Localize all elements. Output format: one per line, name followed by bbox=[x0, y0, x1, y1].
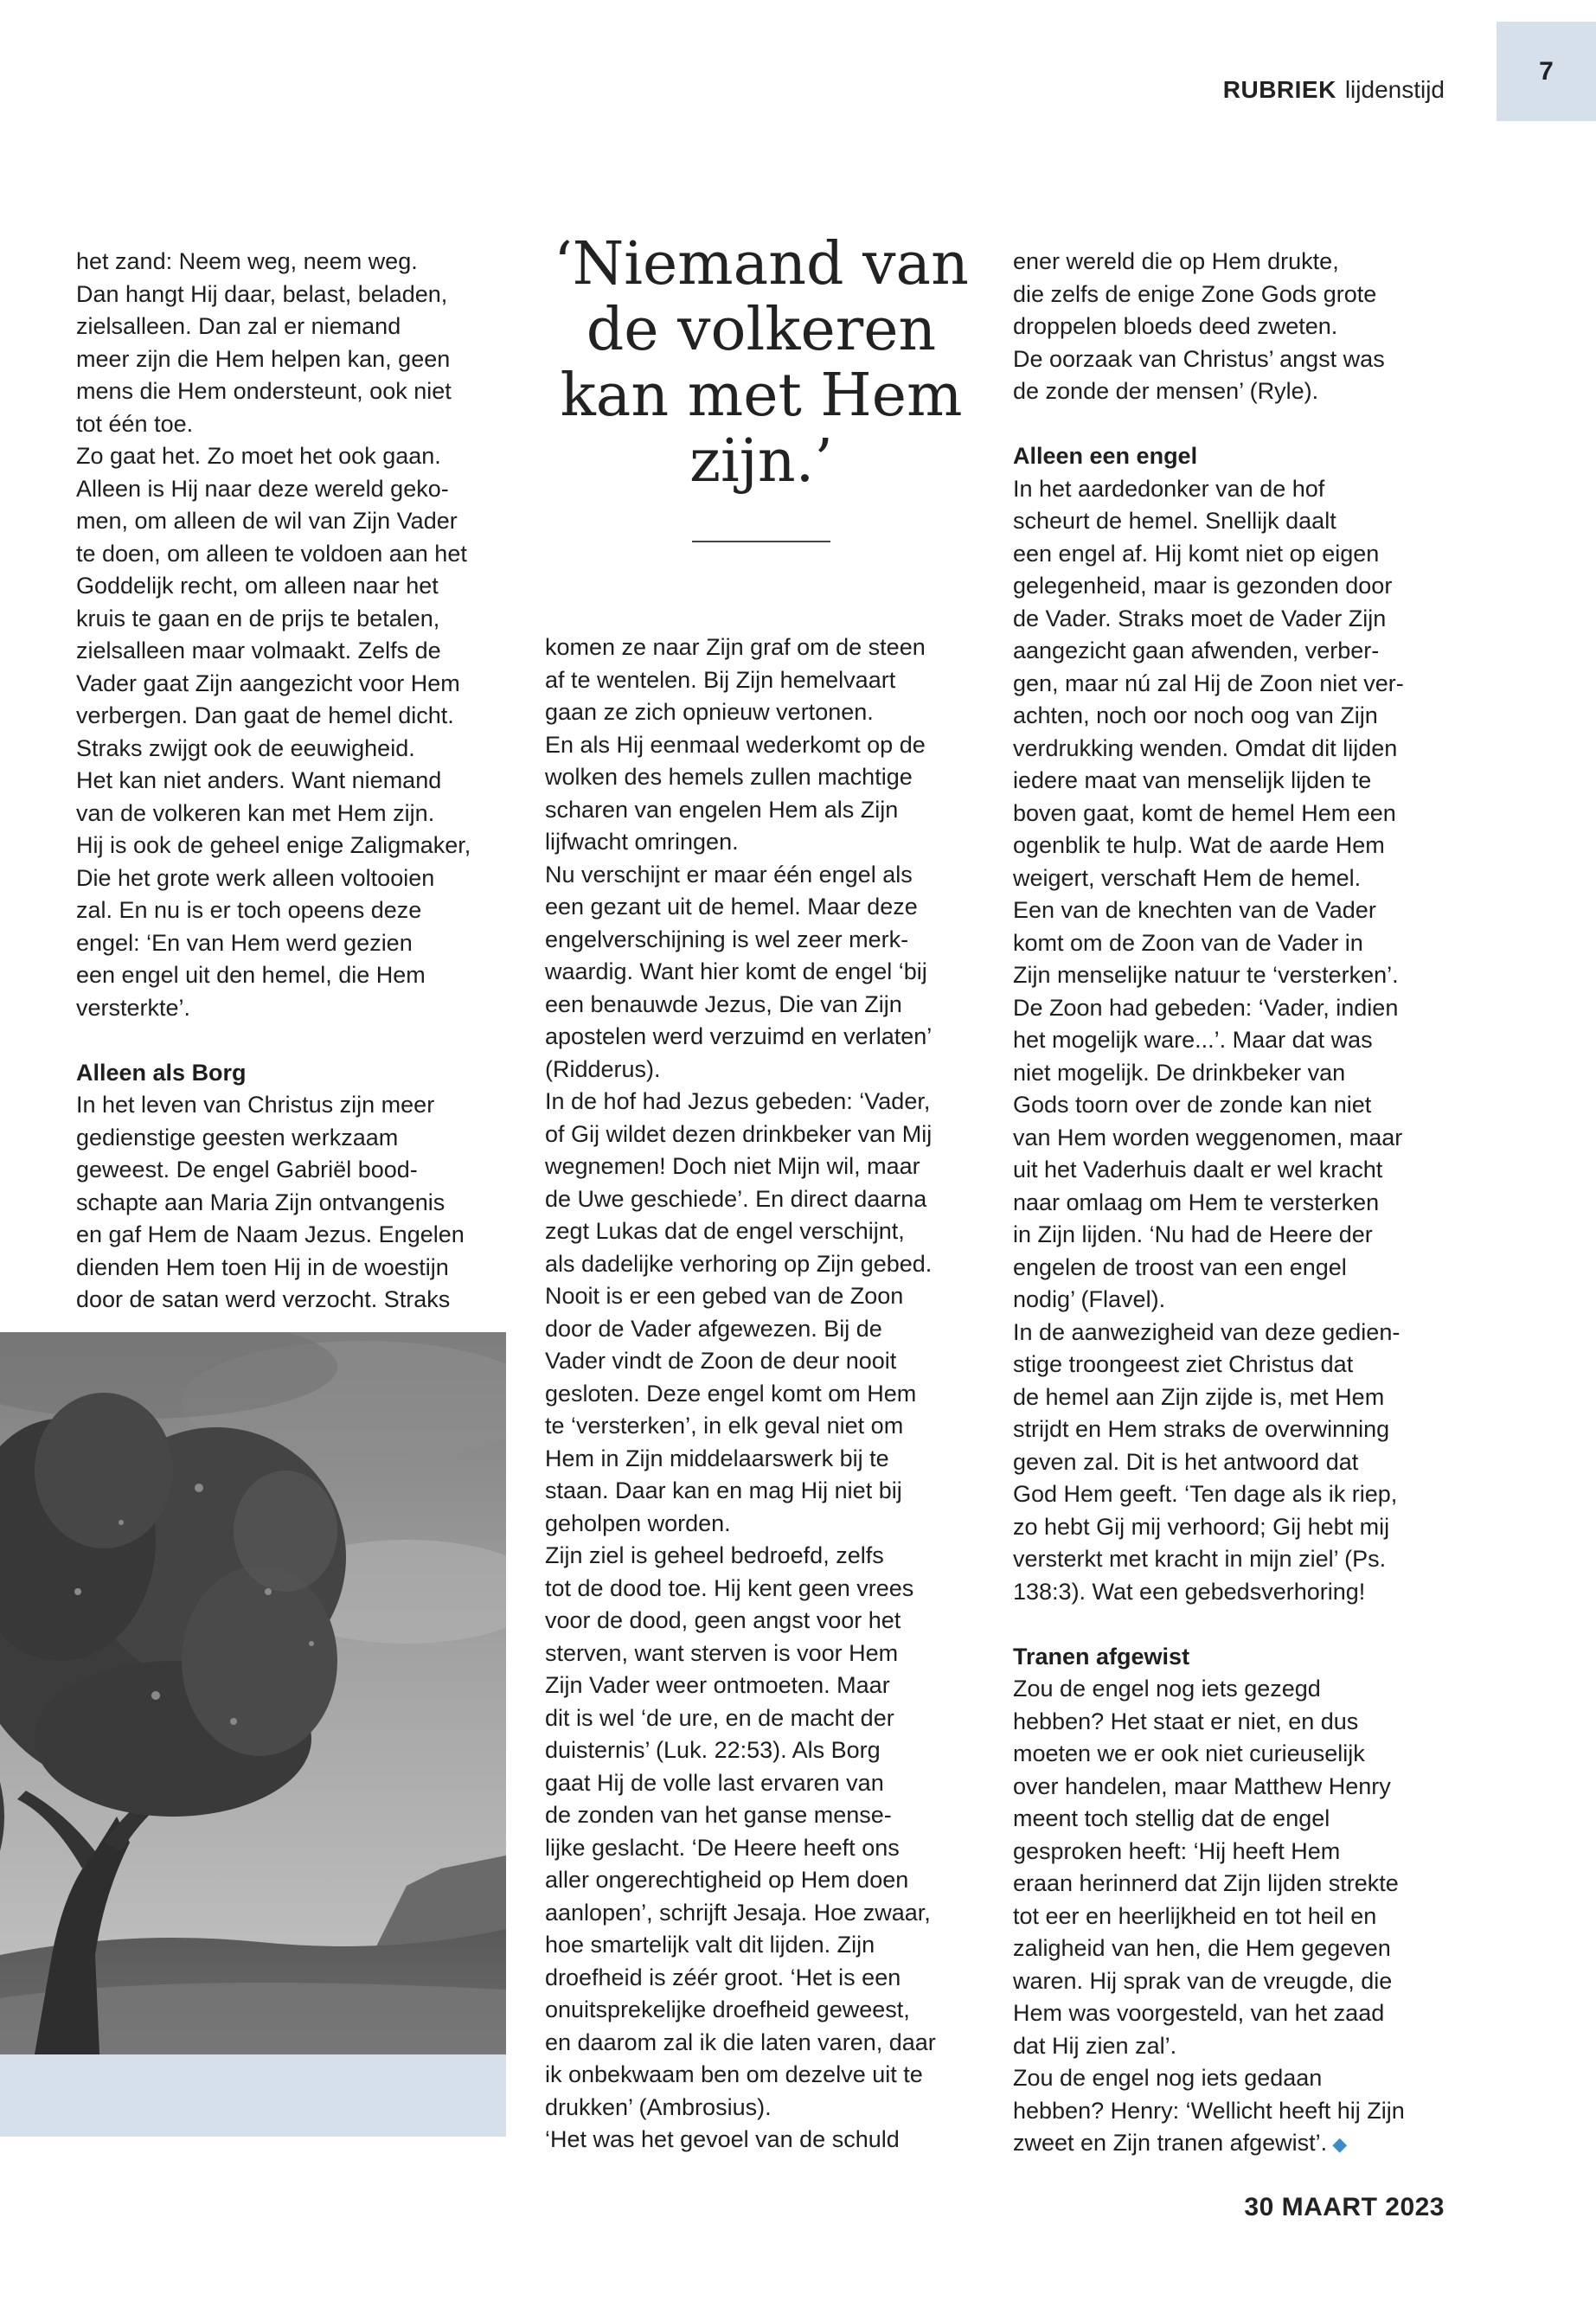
text-line: tot één toe. bbox=[76, 410, 194, 437]
text-line: versterkte’. bbox=[76, 994, 191, 1021]
text-line: lijke geslacht. ‘De Heere heeft ons bbox=[545, 1834, 900, 1861]
text-line: zegt Lukas dat de engel verschijnt, bbox=[545, 1218, 905, 1244]
text-line: als dadelijke verhoring op Zijn gebed. bbox=[545, 1250, 933, 1277]
text-line: Straks zwijgt ook de eeuwigheid. bbox=[76, 734, 415, 761]
text-line: zielsalleen maar volmaakt. Zelfs de bbox=[76, 638, 441, 663]
col1-subheading-alleen-als-borg: Alleen als Borg bbox=[76, 1059, 247, 1086]
text-line: Die het grote werk alleen voltooien bbox=[76, 864, 435, 891]
header-rubriek: RUBRIEK bbox=[1222, 76, 1336, 103]
text-line: geweest. De engel Gabriël bood- bbox=[76, 1157, 418, 1183]
page-number-tab bbox=[1497, 22, 1596, 121]
olive-tree-photo bbox=[0, 1332, 506, 2054]
text-line: gen, maar nú zal Hij de Zoon niet ver- bbox=[1013, 670, 1404, 696]
text-line: Zou de engel nog iets gezegd bbox=[1013, 1676, 1321, 1702]
text-line: over handelen, maar Matthew Henry bbox=[1013, 1772, 1391, 1799]
text-line: de zonde der mensen’ (Ryle). bbox=[1013, 378, 1319, 404]
text-line: te ‘versterken’, in elk geval niet om bbox=[545, 1413, 904, 1439]
text-line: verbergen. Dan gaat de hemel dicht. bbox=[76, 702, 454, 728]
text-line: stige troongeest ziet Christus dat bbox=[1013, 1351, 1354, 1377]
text-line: scheurt de hemel. Snellijk daalt bbox=[1013, 508, 1336, 534]
text-line: een engel uit den hemel, die Hem bbox=[76, 962, 426, 988]
text-line: de Uwe geschiede’. En direct daarna bbox=[545, 1185, 927, 1212]
text-line: De oorzaak van Christus’ angst was bbox=[1013, 345, 1385, 372]
text-line: (Ridderus). bbox=[545, 1055, 661, 1082]
text-line: hebben? Het staat er niet, en dus bbox=[1013, 1708, 1359, 1734]
text-line: dat Hij zien zal’. bbox=[1013, 2032, 1177, 2059]
text-line: nodig’ (Flavel). bbox=[1013, 1286, 1166, 1312]
text-line: lijfwacht omringen. bbox=[545, 829, 739, 855]
text-line: wegnemen! Doch niet Mijn wil, maar bbox=[545, 1153, 920, 1179]
text-line: ‘Het was het gevoel van de schuld bbox=[545, 2126, 900, 2152]
text-line: tot eer en heerlijkheid en tot heil en bbox=[1013, 1902, 1377, 1929]
text-line: een gezant uit de hemel. Maar deze bbox=[545, 894, 918, 920]
text-line: boven gaat, komt de hemel Hem een bbox=[1013, 799, 1396, 826]
text-line: niet mogelijk. De drinkbeker van bbox=[1013, 1059, 1346, 1086]
text-line: sterven, want sterven is voor Hem bbox=[545, 1639, 899, 1666]
text-line: schapte aan Maria Zijn ontvangenis bbox=[76, 1189, 445, 1215]
text-line: en gaf Hem de Naam Jezus. Engelen bbox=[76, 1221, 465, 1247]
text-line: hebben? Henry: ‘Wellicht heeft hij Zijn bbox=[1013, 2097, 1405, 2124]
text-line: Zo gaat het. Zo moet het ook gaan. bbox=[76, 443, 441, 469]
text-line: De Zoon had gebeden: ‘Vader, indien bbox=[1013, 994, 1399, 1021]
column-3 bbox=[1013, 246, 1445, 2161]
text-line: een engel af. Hij komt niet op eigen bbox=[1013, 540, 1380, 567]
text-line: verdrukking wenden. Omdat dit lijden bbox=[1013, 734, 1398, 761]
text-line: Nu verschijnt er maar één engel als bbox=[545, 861, 913, 888]
text-line: Nooit is er een gebed van de Zoon bbox=[545, 1283, 904, 1309]
text-line: van Hem worden weggenomen, maar bbox=[1013, 1124, 1403, 1150]
text-line: Alleen is Hij naar deze wereld geko- bbox=[76, 475, 449, 502]
text-line: kruis te gaan en de prijs te betalen, bbox=[76, 605, 440, 631]
text-line: komt om de Zoon van de Vader in bbox=[1013, 929, 1363, 956]
text-line: gedienstige geesten werkzaam bbox=[76, 1124, 399, 1150]
text-line: dienden Hem toen Hij in de woestijn bbox=[76, 1253, 449, 1280]
column-2 bbox=[545, 631, 977, 2157]
text-line: achten, noch oor noch oog van Zijn bbox=[1013, 702, 1378, 728]
text-line: scharen van engelen Hem als Zijn bbox=[545, 796, 899, 823]
text-line: In de hof had Jezus gebeden: ‘Vader, bbox=[545, 1088, 931, 1114]
text-line: God Hem geeft. ‘Ten dage als ik riep, bbox=[1013, 1481, 1398, 1507]
text-line: het mogelijk ware...’. Maar dat was bbox=[1013, 1027, 1373, 1053]
text-line: zielsalleen. Dan zal er niemand bbox=[76, 313, 401, 339]
text-line: Een van de knechten van de Vader bbox=[1013, 897, 1376, 923]
column-1 bbox=[76, 246, 509, 1317]
col3-subheading-tranen-afgewist: Tranen afgewist bbox=[1013, 1643, 1190, 1670]
text-line: in Zijn lijden. ‘Nu had de Heere der bbox=[1013, 1221, 1373, 1247]
text-line: versterkt met kracht in mijn ziel’ (Ps. bbox=[1013, 1546, 1387, 1572]
text-line: gelegenheid, maar is gezonden door bbox=[1013, 573, 1393, 599]
text-line: geven zal. Dit is het antwoord dat bbox=[1013, 1448, 1359, 1475]
pull-quote: ‘Niemand van de volkeren kan met Hem zijn.’ bbox=[554, 230, 969, 496]
text-line: drukken’ (Ambrosius). bbox=[545, 2093, 772, 2120]
col3-paragraph-1 bbox=[1013, 246, 1445, 408]
text-line: Zijn menselijke natuur te ‘versterken’. bbox=[1013, 962, 1399, 988]
text-line: gaan ze zich opnieuw vertonen. bbox=[545, 699, 874, 725]
text-line: In het aardedonker van de hof bbox=[1013, 475, 1325, 502]
text-line: door de Vader afgewezen. Bij de bbox=[545, 1315, 882, 1342]
text-line: aanlopen’, schrijft Jesaja. Hoe zwaar, bbox=[545, 1899, 931, 1926]
text-line: Zijn Vader weer ontmoeten. Maar bbox=[545, 1672, 890, 1698]
text-line: de zonden van het ganse mense- bbox=[545, 1802, 892, 1828]
text-line: Vader gaat Zijn aangezicht voor Hem bbox=[76, 670, 460, 696]
text-line: ik onbekwaam ben om dezelve uit te bbox=[545, 2061, 923, 2087]
text-line: zal. En nu is er toch opeens deze bbox=[76, 897, 422, 923]
pull-quote-divider bbox=[692, 541, 830, 542]
page-number: 7 bbox=[1539, 56, 1554, 86]
text-line: apostelen werd verzuimd en verlaten’ bbox=[545, 1023, 933, 1049]
text-line: droppelen bloeds deed zweten. bbox=[1013, 313, 1338, 339]
text-line: zo hebt Gij mij verhoord; Gij hebt mij bbox=[1013, 1513, 1390, 1540]
col3-paragraph-3 bbox=[1013, 1673, 1445, 2161]
text-line: voor de dood, geen angst voor het bbox=[545, 1607, 901, 1633]
text-line: onuitsprekelijke droefheid geweest, bbox=[545, 1997, 910, 2022]
text-line: gesproken heeft: ‘Hij heeft Hem bbox=[1013, 1837, 1341, 1864]
text-line: gaat Hij de volle last ervaren van bbox=[545, 1769, 884, 1796]
text-line: weigert, verschaft Hem de hemel. bbox=[1013, 864, 1362, 891]
text-line: engelen de troost van een engel bbox=[1013, 1253, 1347, 1280]
text-line: te doen, om alleen te voldoen aan het bbox=[76, 540, 467, 567]
text-line: ener wereld die op Hem drukte, bbox=[1013, 248, 1339, 274]
text-line: wolken des hemels zullen machtige bbox=[545, 764, 913, 790]
running-header bbox=[1223, 76, 1445, 104]
text-line: af te wentelen. Bij Zijn hemelvaart bbox=[545, 666, 896, 693]
col3-paragraph-2 bbox=[1013, 473, 1445, 1609]
text-line: Zijn ziel is geheel bedroefd, zelfs bbox=[545, 1542, 884, 1568]
text-line: hoe smartelijk valt dit lijden. Zijn bbox=[545, 1932, 875, 1958]
text-line: droefheid is zéér groot. ‘Het is een bbox=[545, 1964, 901, 1990]
text-line: de Vader. Straks moet de Vader Zijn bbox=[1013, 605, 1387, 631]
text-line: mens die Hem ondersteunt, ook niet bbox=[76, 378, 452, 404]
text-line: waren. Hij sprak van de vreugde, die bbox=[1013, 1967, 1393, 1994]
text-line: een benauwde Jezus, Die van Zijn bbox=[545, 990, 902, 1017]
text-line: men, om alleen de wil van Zijn Vader bbox=[76, 508, 458, 534]
text-line: ogenblik te hulp. Wat de aarde Hem bbox=[1013, 832, 1385, 858]
text-line: Hem was voorgesteld, van het zaad bbox=[1013, 2000, 1385, 2026]
text-line: van de volkeren kan met Hem zijn. bbox=[76, 799, 435, 826]
text-line: de hemel aan Zijn zijde is, met Hem bbox=[1013, 1383, 1385, 1410]
issue-date: 30 MAART 2023 bbox=[1244, 2193, 1445, 2221]
text-line: engel: ‘En van Hem werd gezien bbox=[76, 929, 413, 956]
text-line: En als Hij eenmaal wederkomt op de bbox=[545, 731, 926, 758]
text-line: meent toch stellig dat de engel bbox=[1013, 1805, 1330, 1831]
text-line: Zou de engel nog iets gedaan bbox=[1013, 2065, 1323, 2091]
text-line: Vader vindt de Zoon de deur nooit bbox=[545, 1348, 897, 1374]
text-line: aller ongerechtigheid op Hem doen bbox=[545, 1867, 909, 1893]
text-line: aangezicht gaan afwenden, verber- bbox=[1013, 638, 1380, 663]
text-line: en daarom zal ik die laten varen, daar bbox=[545, 2029, 936, 2055]
text-line: uit het Vaderhuis daalt er wel kracht bbox=[1013, 1157, 1383, 1183]
diamond-icon: ◆ bbox=[1332, 2133, 1348, 2155]
text-line: zaligheid van hen, die Hem gegeven bbox=[1013, 1935, 1391, 1961]
text-line: Het kan niet anders. Want niemand bbox=[76, 767, 442, 793]
text-line: Goddelijk recht, om alleen naar het bbox=[76, 573, 439, 599]
text-line: tot de dood toe. Hij kent geen vrees bbox=[545, 1574, 914, 1601]
text-line: Hem in Zijn middelaarswerk bij te bbox=[545, 1445, 889, 1471]
text-line: Gods toorn over de zonde kan niet bbox=[1013, 1092, 1372, 1118]
col1-paragraph-2 bbox=[76, 1089, 509, 1317]
text-line: duisternis’ (Luk. 22:53). Als Borg bbox=[545, 1737, 881, 1763]
text-line: Dan hangt Hij daar, belast, beladen, bbox=[76, 280, 448, 307]
text-line: of Gij wildet dezen drinkbeker van Mij bbox=[545, 1120, 933, 1147]
text-line: dit is wel ‘de ure, en de macht der bbox=[545, 1704, 894, 1731]
text-line: het zand: Neem weg, neem weg. bbox=[76, 248, 418, 274]
text-line: waardig. Want hier komt de engel ‘bij bbox=[545, 958, 927, 984]
col1-paragraph-1 bbox=[76, 246, 509, 1024]
text-line: gesloten. Deze engel komt om Hem bbox=[545, 1380, 917, 1407]
text-line: staan. Daar kan en mag Hij niet bij bbox=[545, 1477, 902, 1503]
col2-paragraph-1 bbox=[545, 631, 977, 2157]
header-section: lijdenstijd bbox=[1344, 76, 1445, 103]
text-line: door de satan werd verzocht. Straks bbox=[76, 1286, 451, 1312]
text-line: iedere maat van menselijk lijden te bbox=[1013, 767, 1372, 793]
text-line: eraan herinnerd dat Zijn lijden strekte bbox=[1013, 1870, 1399, 1896]
text-line: engelverschijning is wel zeer merk- bbox=[545, 926, 909, 952]
text-line: strijdt en Hem straks de overwinning bbox=[1013, 1416, 1390, 1442]
text-line: 138:3). Wat een gebedsverhoring! bbox=[1013, 1578, 1366, 1605]
col3-subheading-alleen-een-engel: Alleen een engel bbox=[1013, 443, 1198, 469]
text-line: Hij is ook de geheel enige Zaligmaker, bbox=[76, 832, 471, 858]
text-line: zweet en Zijn tranen afgewist’. ◆ bbox=[1013, 2130, 1348, 2156]
text-line: geholpen worden. bbox=[545, 1509, 731, 1536]
text-line: die zelfs de enige Zone Gods grote bbox=[1013, 280, 1377, 307]
text-line: naar omlaag om Hem te versterken bbox=[1013, 1189, 1380, 1215]
text-line: meer zijn die Hem helpen kan, geen bbox=[76, 345, 451, 372]
text-line: In het leven van Christus zijn meer bbox=[76, 1092, 435, 1118]
text-line: moeten we er ook niet curieuselijk bbox=[1013, 1740, 1365, 1766]
text-line: In de aanwezigheid van deze gedien- bbox=[1013, 1318, 1401, 1345]
text-line: komen ze naar Zijn graf om de steen bbox=[545, 634, 926, 660]
